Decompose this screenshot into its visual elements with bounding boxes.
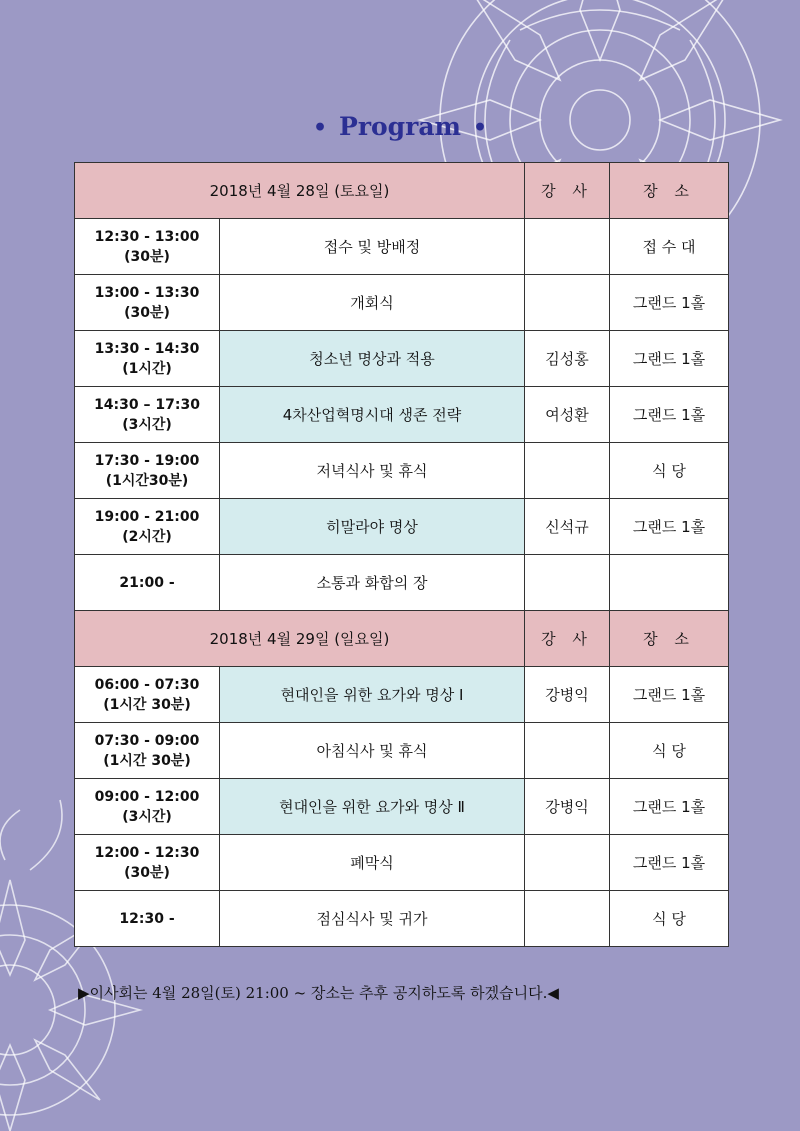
instructor-cell: 신석규 (525, 499, 610, 555)
instructor-cell (525, 555, 610, 611)
schedule-row (75, 835, 729, 891)
time-duration: (30분) (124, 864, 170, 881)
instructor-cell (525, 275, 610, 331)
schedule-row (75, 499, 729, 555)
program-cell: 4차산업혁명시대 생존 전략 (220, 387, 525, 443)
day-header-row (75, 163, 729, 219)
program-table (74, 162, 729, 947)
time-range: 13:30 - 14:30 (94, 340, 200, 357)
program-cell: 저녁식사 및 휴식 (220, 443, 525, 499)
program-cell: 폐막식 (220, 835, 525, 891)
program-cell: 점심식사 및 귀가 (220, 891, 525, 947)
title-bullet-left: • (312, 115, 328, 141)
schedule-row (75, 387, 729, 443)
schedule-row (75, 723, 729, 779)
schedule-row (75, 331, 729, 387)
program-cell: 개회식 (220, 275, 525, 331)
time-duration: (3시간) (122, 416, 172, 433)
program-cell: 아침식사 및 휴식 (220, 723, 525, 779)
day-header-date: 2018년 4월 29일 (일요일) (75, 611, 525, 667)
title-text: Program (339, 112, 461, 141)
time-cell (75, 219, 220, 275)
location-cell: 그랜드 1홀 (610, 835, 729, 891)
column-header-location: 장 소 (610, 611, 729, 667)
time-range: 21:00 - (119, 574, 175, 591)
time-range: 17:30 - 19:00 (94, 452, 200, 469)
schedule-row (75, 779, 729, 835)
time-duration: (1시간 30분) (103, 752, 191, 769)
time-duration: (1시간 30분) (103, 696, 191, 713)
time-range: 09:00 - 12:00 (94, 788, 200, 805)
location-cell: 그랜드 1홀 (610, 387, 729, 443)
time-cell (75, 555, 220, 611)
title-bullet-right: • (472, 115, 488, 141)
time-duration: (3시간) (122, 808, 172, 825)
time-range: 13:00 - 13:30 (94, 284, 200, 301)
time-cell (75, 667, 220, 723)
program-cell: 접수 및 방배정 (220, 219, 525, 275)
time-range: 19:00 - 21:00 (94, 508, 200, 525)
time-cell (75, 723, 220, 779)
time-cell (75, 443, 220, 499)
instructor-cell: 강병익 (525, 667, 610, 723)
time-cell (75, 275, 220, 331)
time-range: 12:30 - 13:00 (94, 228, 200, 245)
time-range: 12:00 - 12:30 (94, 844, 200, 861)
instructor-cell (525, 891, 610, 947)
time-duration: (1시간30분) (105, 472, 189, 489)
time-duration: (30분) (124, 248, 170, 265)
location-cell (610, 555, 729, 611)
time-cell (75, 891, 220, 947)
time-cell (75, 387, 220, 443)
location-cell: 접 수 대 (610, 219, 729, 275)
time-range: 12:30 - (119, 910, 175, 927)
schedule-row (75, 891, 729, 947)
location-cell: 그랜드 1홀 (610, 779, 729, 835)
time-cell (75, 499, 220, 555)
instructor-cell (525, 443, 610, 499)
column-header-instructor: 강 사 (525, 163, 610, 219)
time-duration: (30분) (124, 304, 170, 321)
instructor-cell: 김성홍 (525, 331, 610, 387)
time-range: 07:30 - 09:00 (94, 732, 200, 749)
location-cell: 식 당 (610, 443, 729, 499)
instructor-cell: 강병익 (525, 779, 610, 835)
program-cell: 히말라야 명상 (220, 499, 525, 555)
schedule-row (75, 555, 729, 611)
time-range: 06:00 - 07:30 (94, 676, 200, 693)
program-cell: 현대인을 위한 요가와 명상 Ⅱ (220, 779, 525, 835)
location-cell: 식 당 (610, 891, 729, 947)
board-meeting-note: ▶이사회는 4월 28일(토) 21:00 ~ 장소는 추후 공지하도록 하겠습니다.◀ (78, 984, 559, 1002)
schedule-row (75, 443, 729, 499)
instructor-cell (525, 723, 610, 779)
day-header-row (75, 611, 729, 667)
time-duration: (1시간) (122, 360, 172, 377)
schedule-row (75, 219, 729, 275)
time-cell (75, 779, 220, 835)
page-title (0, 112, 800, 141)
program-table-body (75, 163, 729, 947)
program-cell: 청소년 명상과 적용 (220, 331, 525, 387)
instructor-cell: 여성환 (525, 387, 610, 443)
program-cell: 현대인을 위한 요가와 명상 Ⅰ (220, 667, 525, 723)
instructor-cell (525, 219, 610, 275)
location-cell: 그랜드 1홀 (610, 331, 729, 387)
time-duration: (2시간) (122, 528, 172, 545)
column-header-location: 장 소 (610, 163, 729, 219)
instructor-cell (525, 835, 610, 891)
time-cell (75, 331, 220, 387)
program-cell: 소통과 화합의 장 (220, 555, 525, 611)
time-range: 14:30 – 17:30 (94, 396, 200, 413)
location-cell: 그랜드 1홀 (610, 667, 729, 723)
location-cell: 그랜드 1홀 (610, 275, 729, 331)
location-cell: 식 당 (610, 723, 729, 779)
schedule-row (75, 275, 729, 331)
day-header-date: 2018년 4월 28일 (토요일) (75, 163, 525, 219)
schedule-row (75, 667, 729, 723)
time-cell (75, 835, 220, 891)
column-header-instructor: 강 사 (525, 611, 610, 667)
location-cell: 그랜드 1홀 (610, 499, 729, 555)
